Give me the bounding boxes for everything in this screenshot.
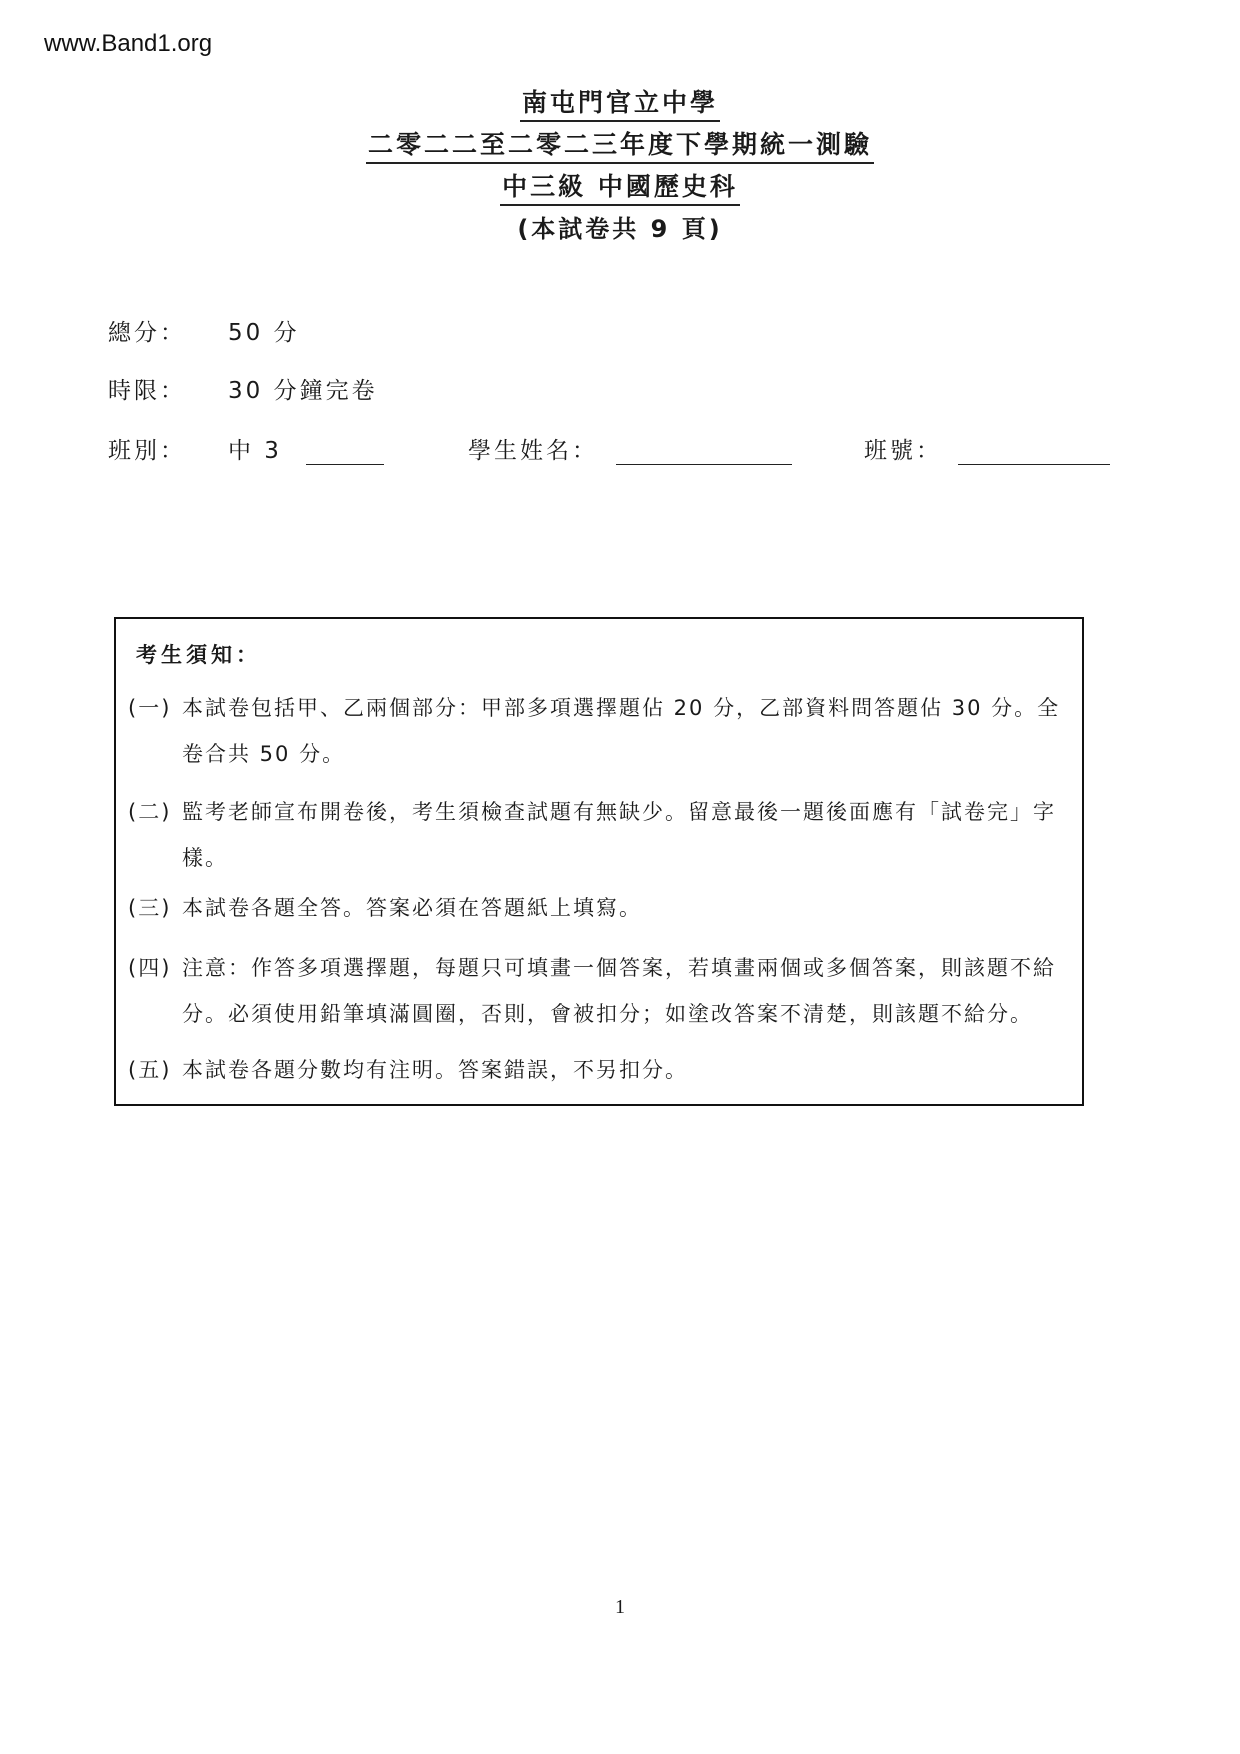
instructions-box	[114, 617, 1084, 1106]
instruction-item	[128, 1047, 1068, 1093]
class-value: 中 3	[228, 438, 282, 464]
instruction-item	[128, 685, 1068, 777]
instruction-text: 注意：作答多項選擇題，每題只可填畫一個答案，若填畫兩個或多個答案，則該題不給分。必須使用鉛筆填滿圓圈，否則，會被扣分；如塗改答案不清楚，則該題不給分。	[182, 956, 1056, 1026]
instruction-number: (二)	[128, 800, 172, 824]
instruction-item	[128, 789, 1068, 881]
school-name: 南屯門官立中學	[520, 86, 720, 122]
exam-header	[0, 86, 1240, 246]
instructions-title: 考生須知：	[136, 643, 261, 667]
instruction-text: 本試卷各題全答。答案必須在答題紙上填寫。	[182, 896, 642, 920]
class-number-label: 班號：	[864, 438, 942, 464]
instruction-text: 監考老師宣布開卷後，考生須檢查試題有無缺少。留意最後一題後面應有「試卷完」字樣。	[182, 800, 1056, 870]
instruction-number: (一)	[128, 696, 172, 720]
watermark-url: www.Band1.org	[44, 30, 213, 57]
instruction-item	[128, 885, 1068, 931]
time-limit-value: 30 分鐘完卷	[228, 378, 378, 404]
class-blank[interactable]	[306, 464, 384, 465]
page-number: 1	[615, 1596, 625, 1618]
total-marks-value: 50 分	[228, 320, 300, 346]
subject-title: 中三級 中國歷史科	[500, 170, 740, 206]
student-name-blank[interactable]	[616, 464, 792, 465]
instruction-text: 本試卷包括甲、乙兩個部分：甲部多項選擇題佔 20 分，乙部資料問答題佔 30 分。全卷合共 50 分。	[182, 696, 1061, 766]
class-number-blank[interactable]	[958, 464, 1110, 465]
time-limit-label: 時限：	[108, 378, 186, 404]
exam-title: 二零二二至二零二三年度下學期統一測驗	[366, 128, 874, 164]
instruction-number: (三)	[128, 896, 172, 920]
instruction-text: 本試卷各題分數均有注明。答案錯誤，不另扣分。	[182, 1058, 688, 1082]
student-name-label: 學生姓名：	[468, 438, 598, 464]
page-count: (本試卷共 9 頁)	[517, 215, 723, 243]
class-label: 班別：	[108, 438, 186, 464]
instruction-number: (五)	[128, 1058, 172, 1082]
student-info-row	[108, 432, 1108, 472]
instruction-item	[128, 945, 1068, 1037]
total-marks-label: 總分：	[108, 320, 186, 346]
instruction-number: (四)	[128, 956, 172, 980]
